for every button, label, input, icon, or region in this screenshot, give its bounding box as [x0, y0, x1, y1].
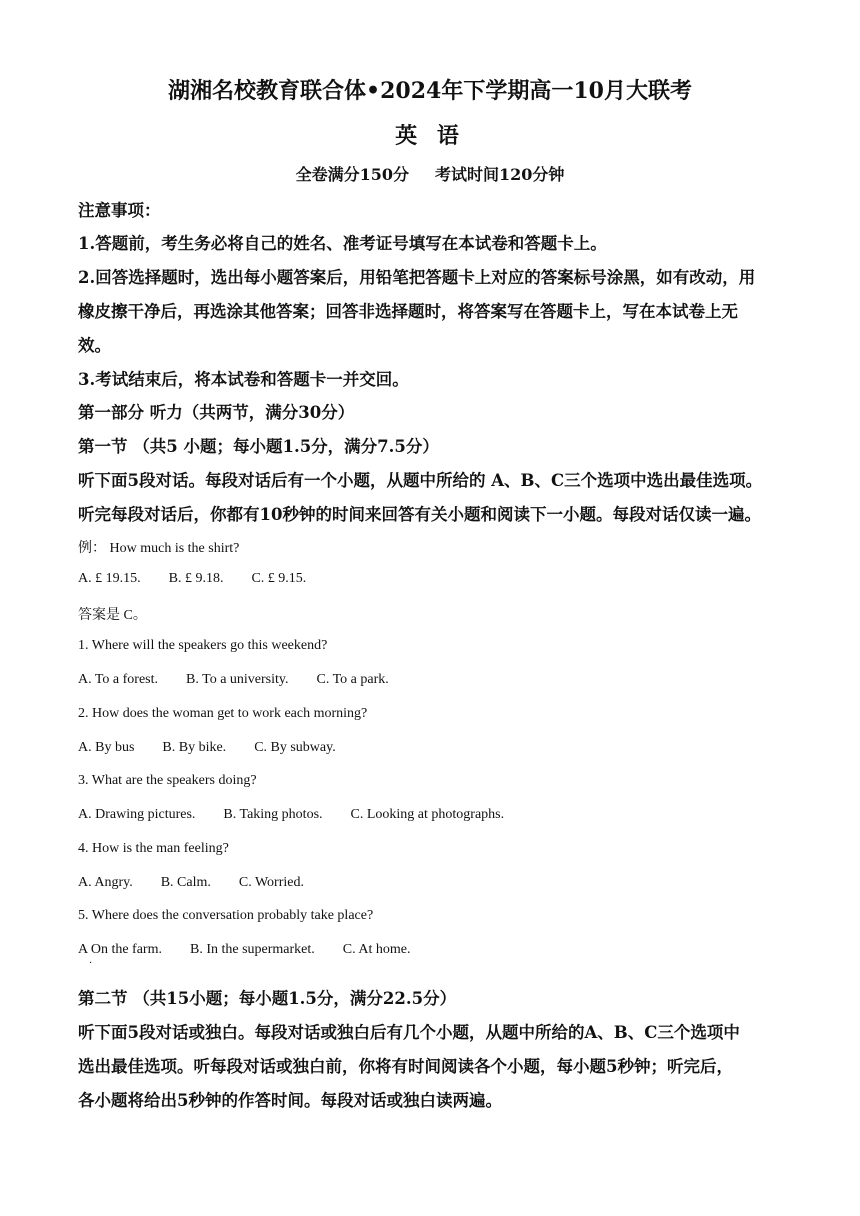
question-5-options: [78, 942, 410, 958]
question-1: 1. Where will the speakers go this weekend?: [78, 638, 328, 653]
option-b: B. To a university.: [186, 672, 289, 687]
option-c: C. Worried.: [238, 875, 304, 890]
question-4: 4. How is the man feeling?: [78, 841, 229, 856]
question-2: 2. How does the woman get to work each morning?: [78, 706, 368, 721]
subject-title: 英 语: [395, 123, 465, 149]
notice-item-3: 3.考试结束后，将本试卷和答题卡一并交回。: [78, 370, 409, 389]
notice-item-2-cont: 橡皮擦干净后，再选涂其他答案；回答非选择题时，将答案写在答题卡上，写在本试卷上无: [78, 302, 738, 321]
question-4-options: [78, 875, 304, 891]
notice-heading: 注意事项：: [78, 201, 161, 220]
notice-item-2: 2.回答选择题时，选出每小题答案后，用铅笔把答题卡上对应的答案标号涂黑，如有改动，用: [78, 268, 756, 287]
option-a: A. By bus: [78, 740, 135, 755]
option-c: C. To a park.: [316, 672, 389, 687]
option-a: A. £ 19.15.: [78, 571, 141, 586]
exam-title: 湖湘名校教育联合体•2024年下学期高一10月大联考: [168, 78, 692, 104]
option-a: A. To a forest.: [78, 672, 159, 687]
option-b: B. Calm.: [160, 875, 211, 890]
option-b: B. Taking photos.: [223, 807, 323, 822]
full-score: 全卷满分150分: [295, 165, 409, 184]
notice-item-2-end: 效。: [78, 336, 111, 355]
option-a: A. Drawing pictures.: [78, 807, 196, 822]
example-answer: 答案是 C。: [78, 608, 147, 623]
option-b: B. In the supermarket.: [189, 942, 315, 957]
section2-instructions-end: 各小题将给出5秒钟的作答时间。每段对话或独白读两遍。: [78, 1091, 502, 1110]
section1-instructions: 听下面5段对话。每段对话后有一个小题，从题中所给的 A、B、C三个选项中选出最佳选项。: [78, 471, 763, 490]
part1-heading: 第一部分 听力（共两节，满分30分）: [78, 403, 355, 422]
option-b: B. By bike.: [162, 740, 227, 755]
option-c: C. By subway.: [254, 740, 336, 755]
question-5: 5. Where does the conversation probably take place?: [78, 908, 374, 923]
exam-time: 考试时间120分钟: [435, 165, 565, 184]
section1-heading: 第一节 （共5 小题；每小题1.5分，满分7.5分）: [78, 437, 439, 456]
option-c: C. At home.: [342, 942, 411, 957]
section1-instructions-cont: 听完每段对话后，你都有10秒钟的时间来回答有关小题和阅读下一小题。每段对话仅读一遍。: [78, 505, 761, 524]
question-1-options: [78, 672, 389, 688]
option-b: B. £ 9.18.: [168, 571, 224, 586]
question-2-options: [78, 740, 336, 756]
example-question: 例： How much is the shirt?: [78, 541, 240, 556]
question-3: 3. What are the speakers doing?: [78, 773, 257, 788]
example-options: [78, 571, 306, 587]
section2-instructions: 听下面5段对话或独白。每段对话或独白后有几个小题，从题中所给的A、B、C三个选项中: [78, 1023, 740, 1042]
option-a: A On the farm.: [78, 942, 162, 957]
notice-item-1: 1.答题前，考生务必将自己的姓名、准考证号填写在本试卷和答题卡上。: [78, 234, 607, 253]
stray-dot: ·: [89, 958, 93, 969]
option-c: C. Looking at photographs.: [350, 807, 505, 822]
option-c: C. £ 9.15.: [251, 571, 307, 586]
section2-heading: 第二节 （共15小题；每小题1.5分，满分22.5分）: [78, 989, 457, 1008]
option-a: A. Angry.: [78, 875, 133, 890]
section2-instructions-cont: 选出最佳选项。听每段对话或独白前，你将有时间阅读各个小题，每小题5秒钟；听完后，: [78, 1057, 733, 1076]
exam-info: [0, 162, 860, 185]
question-3-options: [78, 807, 504, 823]
